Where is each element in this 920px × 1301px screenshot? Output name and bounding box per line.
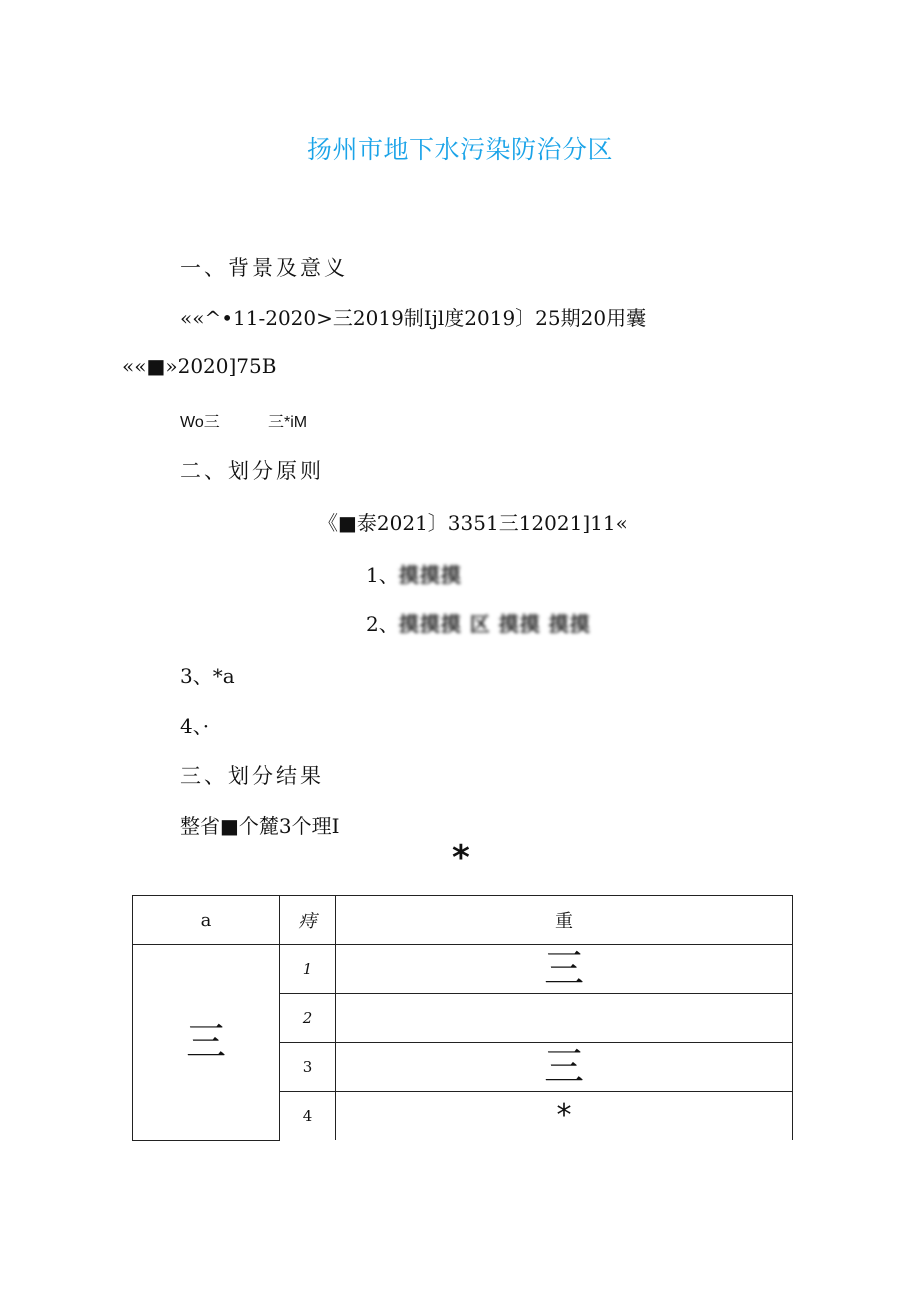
blurred-text: 摸摸摸 — [398, 563, 462, 587]
section-heading-background: 一、背景及意义 — [180, 256, 348, 280]
paragraph-fragment: Wo三 — [180, 414, 220, 431]
row-number: 3 — [280, 1043, 336, 1092]
row-value-text: 三 — [544, 946, 584, 992]
section-heading-results: 三、划分结果 — [180, 764, 324, 788]
paragraph-line: 《■泰2021〕3351三12021]11« — [318, 511, 628, 535]
row-number: 1 — [280, 945, 336, 994]
paragraph-line: ««■»2020]75B — [122, 354, 277, 378]
row-value-text: * — [556, 1098, 572, 1133]
row-value — [336, 1043, 793, 1092]
list-item — [366, 608, 591, 637]
asterisk-mark: * — [452, 838, 470, 878]
list-item: 4、· — [180, 714, 210, 738]
table-header-cell: a — [133, 896, 280, 945]
list-item — [366, 559, 462, 588]
row-value — [336, 945, 793, 994]
row-value-text: 三 — [544, 1044, 584, 1090]
row-number: 2 — [280, 994, 336, 1043]
paragraph-line: ««^•11-2020>三2019制Ijl度2019〕25期20用囊 — [180, 306, 647, 330]
row-number: 4 — [280, 1092, 336, 1141]
table-header-cell: 痔 — [280, 896, 336, 945]
row-value — [336, 1092, 793, 1141]
list-number: 2、 — [366, 612, 399, 636]
section-heading-principles: 二、划分原则 — [180, 459, 324, 483]
row-value — [336, 994, 793, 1043]
paragraph-line: 整省■个麓3个理I — [180, 814, 340, 838]
list-number: 1、 — [366, 563, 399, 587]
document-title: 扬州市地下水污染防治分区 — [306, 135, 613, 164]
category-value: 三 — [186, 1019, 226, 1066]
blurred-text: 摸摸摸 区 摸摸 摸摸 — [398, 612, 591, 636]
table-header-row — [133, 896, 793, 945]
list-item: 3、*a — [180, 664, 235, 688]
table-header-cell: 重 — [336, 896, 793, 945]
merged-category-cell — [133, 945, 280, 1141]
table-row — [133, 945, 793, 994]
zoning-table — [132, 895, 793, 1141]
paragraph-fragment: 三*iM — [268, 414, 308, 431]
